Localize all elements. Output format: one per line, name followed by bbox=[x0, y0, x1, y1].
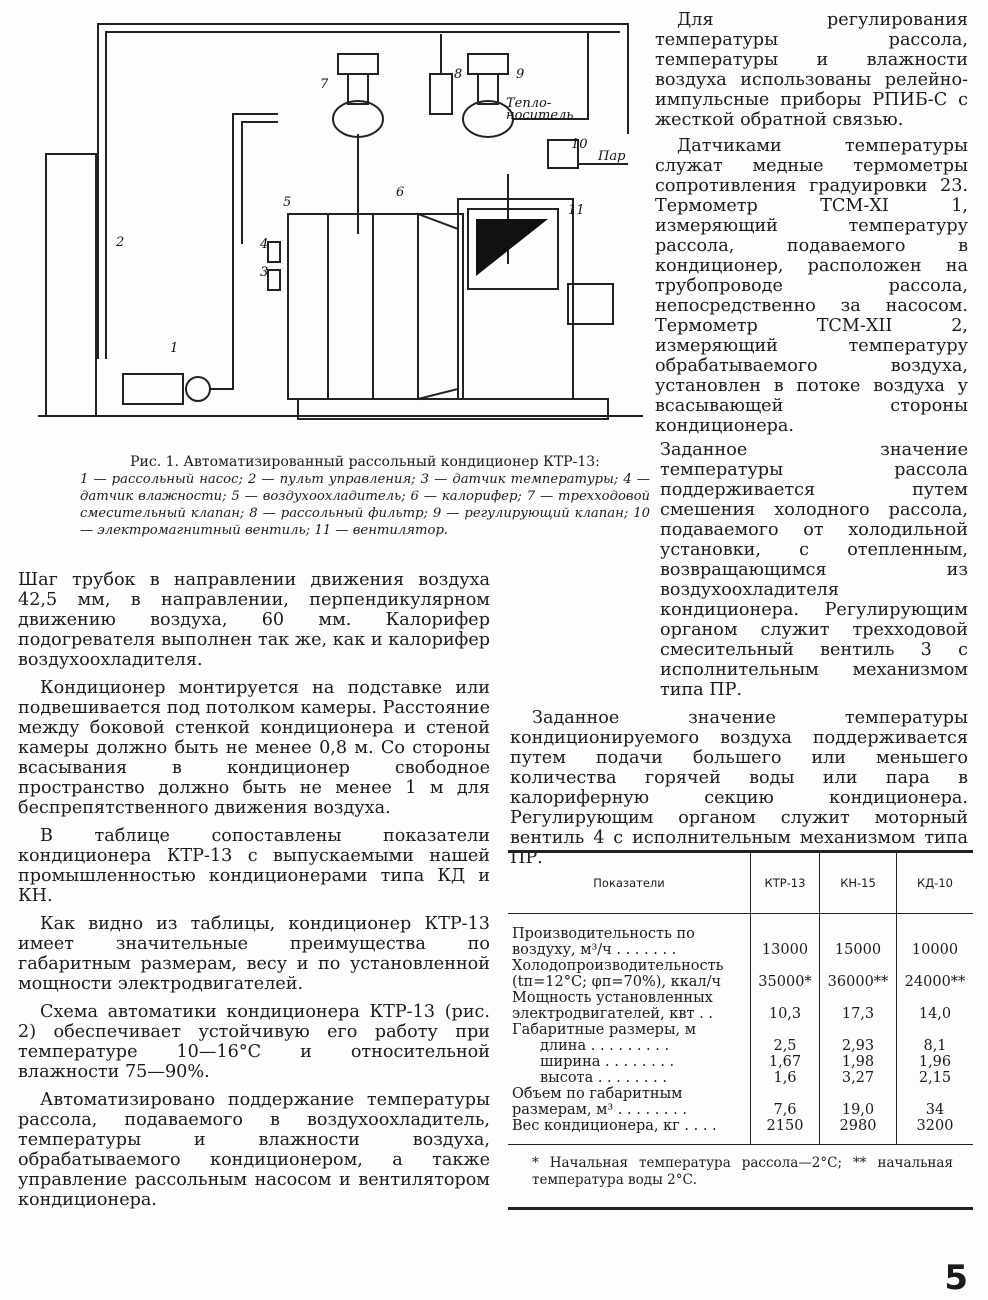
row-value: 14,0 bbox=[918, 1005, 952, 1022]
callout-2: 2 bbox=[116, 235, 125, 250]
header-pokazateli: Показатели bbox=[508, 853, 751, 913]
table-row bbox=[508, 958, 973, 990]
row-value bbox=[751, 1022, 820, 1038]
callout-11: 11 bbox=[568, 203, 585, 218]
table-row bbox=[508, 1054, 973, 1070]
right-paragraph-3: Заданное значение температуры рассола поддерживается путем смешения холодного рассола, подаваемого от холодильной установки, с отепленным, возвращающимся из воздухоохладителя кондиционера. Регулирующим органом служит трехходовой смесительный вентиль 3 с исполнительным механизмом типа ПР. bbox=[660, 440, 968, 700]
row-value: 2,93 bbox=[820, 1038, 897, 1054]
row-value: 13000 bbox=[751, 913, 820, 958]
row-value: 3200 bbox=[916, 1117, 954, 1134]
table-header-row bbox=[508, 853, 973, 913]
right-paragraph-1: Для регулирования температуры рассола, температуры и влажности воздуха использованы релейно-импульсные приборы РПИБ-С с жесткой обратной связью. bbox=[655, 10, 968, 130]
left-paragraph-6: Автоматизировано поддержание температуры рассола, подаваемого в воздухоохладитель, температуры и влажности воздуха, обрабатываемого кондиционером, а также управление рассольным насосом и вентилятором кондиционера. bbox=[18, 1090, 490, 1210]
left-column bbox=[18, 570, 490, 1210]
table-row bbox=[508, 913, 973, 958]
row-label: ширина . . . . . . . . bbox=[508, 1054, 751, 1070]
row-value: 2,15 bbox=[918, 1069, 952, 1086]
row-label: Мощность установленных электродвигателей, квт . . bbox=[508, 990, 751, 1022]
callout-3: 3 bbox=[260, 265, 269, 280]
table-spacer bbox=[508, 1134, 973, 1144]
table-footnote: * Начальная температура рассола—2°С; ** начальная температура воды 2°С. bbox=[508, 1144, 973, 1207]
right-paragraph-4: Заданное значение температуры кондиционируемого воздуха поддерживается путем подачи большего или меньшего количества горячей воды или пара в калориферную секцию кондиционера. Регулирующим органом служит моторный вентиль 4 с исполнительным механизмом типа ПР. bbox=[510, 708, 968, 868]
callout-1: 1 bbox=[170, 341, 179, 356]
table-row bbox=[508, 1118, 973, 1134]
row-value: 34 bbox=[925, 1101, 945, 1118]
header-ktr13: КТР-13 bbox=[751, 853, 820, 913]
left-paragraph-2: Кондиционер монтируется на подставке или подвешивается под потолком камеры. Расстояние между боковой стенкой кондиционера и стеной камеры должно быть не менее 0,8 м. Со стороны всасывания в кондиционер свободное пространство должно быть не менее 1 м для беспрепятственного движения воздуха. bbox=[18, 678, 490, 818]
left-paragraph-4: Как видно из таблицы, кондиционер КТР-13 имеет значительные преимущества по габаритным размерам, весу и по установленной мощности электродвигателей. bbox=[18, 914, 490, 994]
row-value: 35000* bbox=[751, 958, 820, 990]
table-row bbox=[508, 990, 973, 1022]
row-label: Габаритные размеры, м bbox=[508, 1022, 751, 1038]
right-paragraph-2: Датчиками температуры служат медные термометры сопротивления градуировки 23. Термометр ТСМ-XI 1, измеряющий температуру рассола, подаваемого в кондиционер, расположен на трубопроводе рассола, непосредственно за насосом. Термометр ТСМ-XII 2, измеряющий температуру обрабатываемого воздуха, установлен в потоке воздуха у всасывающей стороны кондиционера. bbox=[655, 136, 968, 436]
callout-7: 7 bbox=[320, 77, 329, 92]
specs-table-box bbox=[508, 850, 973, 1210]
row-label: Вес кондиционера, кг . . . . bbox=[508, 1118, 751, 1134]
par-label: Пар bbox=[598, 149, 626, 164]
page-number: 5 bbox=[944, 1258, 968, 1298]
row-value: 1,67 bbox=[751, 1054, 820, 1070]
left-paragraph-1: Шаг трубок в направлении движения воздуха 42,5 мм, в направлении, перпендикулярном движению воздуха, 60 мм. Калорифер подогревателя выполнен так же, как и калорифер воздухоохладителя. bbox=[18, 570, 490, 670]
header-kd10: КД-10 bbox=[897, 853, 974, 913]
conditioner-diagram bbox=[28, 14, 650, 446]
row-value: 19,0 bbox=[820, 1086, 897, 1118]
right-column bbox=[655, 10, 968, 442]
row-value: 3,27 bbox=[820, 1070, 897, 1086]
row-value: 24000** bbox=[904, 973, 966, 990]
row-value: 10,3 bbox=[751, 990, 820, 1022]
callout-4: 4 bbox=[260, 237, 269, 252]
row-value: 17,3 bbox=[820, 990, 897, 1022]
table-row bbox=[508, 1038, 973, 1054]
callout-6: 6 bbox=[396, 185, 405, 200]
left-paragraph-3: В таблице сопоставлены показатели кондиционера КТР-13 с выпускаемыми нашей промышленностью кондиционерами типа КД и КН. bbox=[18, 826, 490, 906]
specs-table bbox=[508, 853, 973, 1144]
row-value: 10000 bbox=[911, 941, 959, 958]
header-kn15: КН-15 bbox=[820, 853, 897, 913]
row-value: 2980 bbox=[820, 1118, 897, 1134]
table-row bbox=[508, 1022, 973, 1038]
row-value: 8,1 bbox=[923, 1037, 947, 1054]
left-paragraph-5: Схема автоматики кондиционера КТР-13 (рис. 2) обеспечивает устойчивую его работу при температуре 10—16°С и относительной влажности 75—90%. bbox=[18, 1002, 490, 1082]
row-label: Объем по габаритным размерам, м³ . . . . . . . . bbox=[508, 1086, 751, 1118]
row-value: 1,96 bbox=[918, 1053, 952, 1070]
row-value: 1,98 bbox=[820, 1054, 897, 1070]
row-value: 2,5 bbox=[751, 1038, 820, 1054]
callout-10: 10 bbox=[571, 137, 588, 152]
row-value: 1,6 bbox=[751, 1070, 820, 1086]
callout-5: 5 bbox=[283, 195, 292, 210]
row-label: Холодопроизводительность (tп=12°C; φп=70%), ккал/ч bbox=[508, 958, 751, 990]
row-label: высота . . . . . . . . bbox=[508, 1070, 751, 1086]
right-span-column bbox=[510, 440, 968, 868]
row-value: 2150 bbox=[751, 1118, 820, 1134]
figure-1 bbox=[28, 14, 650, 446]
row-value bbox=[820, 1022, 897, 1038]
row-label: длина . . . . . . . . . bbox=[508, 1038, 751, 1054]
row-value: 15000 bbox=[820, 913, 897, 958]
row-label: Производительность по воздуху, м³/ч . . . . . . . bbox=[508, 913, 751, 958]
callout-8: 8 bbox=[454, 67, 463, 82]
teplonositel-label: Тепло-носитель bbox=[506, 96, 574, 123]
table-row bbox=[508, 1086, 973, 1118]
callout-9: 9 bbox=[516, 67, 525, 82]
table-row bbox=[508, 1070, 973, 1086]
caption-legend: 1 — рассольный насос; 2 — пульт управления; 3 — датчик температуры; 4 — датчик влажности; 5 — воздухоохладитель; 6 — калорифер; 7 — трехходовой смесительный клапан; 8 — рассольный фильтр; 9 — регулирующий клапан; 10 — электромагнитный вентиль; 11 — вентилятор. bbox=[80, 472, 650, 538]
row-value: 36000** bbox=[820, 958, 897, 990]
row-value: 7,6 bbox=[751, 1086, 820, 1118]
row-value bbox=[897, 1022, 974, 1038]
caption-title: Рис. 1. Автоматизированный рассольный кондиционер КТР-13: bbox=[130, 454, 600, 470]
